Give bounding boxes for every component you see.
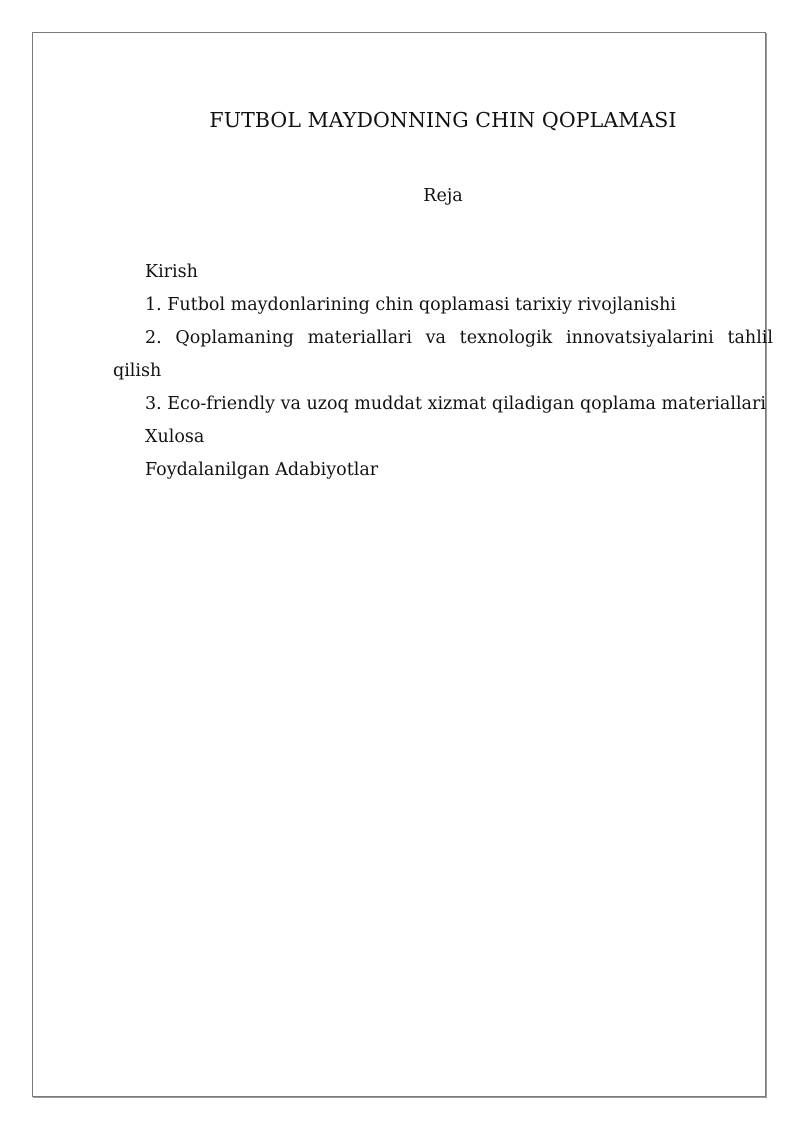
plan-item-2: 2. Qoplamaning materiallari va texnologik innovatsiyalarini tahlil qilish bbox=[113, 328, 773, 381]
document-title: FUTBOL MAYDONNING CHIN QOPLAMASI bbox=[209, 108, 677, 132]
plan-item-references: Foydalanilgan Adabiyotlar bbox=[145, 460, 379, 480]
plan-item-introduction: Kirish bbox=[145, 262, 198, 282]
plan-item-3: 3. Eco-friendly va uzoq muddat xizmat qiladigan qoplama materiallari bbox=[145, 394, 766, 414]
plan-item-1: 1. Futbol maydonlarining chin qoplamasi tarixiy rivojlanishi bbox=[145, 295, 676, 315]
plan-item-conclusion: Xulosa bbox=[145, 427, 205, 447]
plan-list bbox=[113, 256, 773, 487]
plan-heading: Reja bbox=[423, 186, 463, 206]
